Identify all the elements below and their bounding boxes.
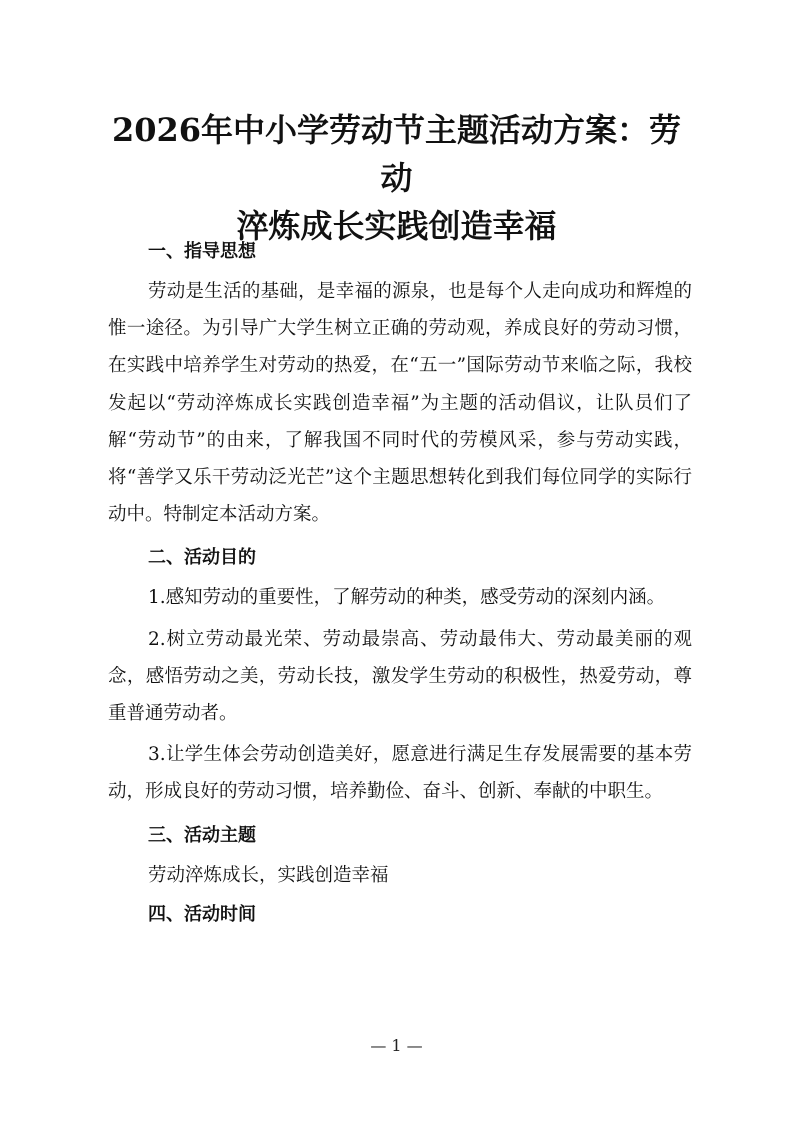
- paragraph-purpose-1: 1.感知劳动的重要性，了解劳动的种类，感受劳动的深刻内涵。: [148, 587, 666, 609]
- title-line-1: 2026年中小学劳动节主题活动方案：劳动: [111, 111, 682, 197]
- document-body: [108, 231, 692, 936]
- section-heading-guiding-ideology: 一、指导思想: [148, 241, 256, 262]
- section-heading-activity-purpose: 二、活动目的: [148, 547, 256, 569]
- paragraph-activity-theme: 劳动淬炼成长，实践创造幸福: [148, 864, 389, 886]
- paragraph-purpose-2: 2.树立劳动最光荣、劳动最崇高、劳动最伟大、劳动最美丽的观念，感悟劳动之美，劳动长技，激发学生劳动的积极性，热爱劳动，尊重普通劳动者。: [108, 628, 692, 725]
- document-title: [100, 106, 693, 250]
- title-line-2: 淬炼成长实践创造幸福: [236, 207, 557, 245]
- paragraph-purpose-3: 3.让学生体会劳动创造美好，愿意进行满足生存发展需要的基本劳动，形成良好的劳动习惯，培养勤俭、奋斗、创新、奉献的中职生。: [108, 744, 692, 803]
- paragraph-guiding-ideology: 劳动是生活的基础，是幸福的源泉，也是每个人走向成功和辉煌的惟一途径。为引导广大学生树立正确的劳动观，养成良好的劳动习惯，在实践中培养学生对劳动的热爱，在“五一”国际劳动节来临之际，我校发起以“劳动淬炼成长实践创造幸福”为主题的活动倡议，让队员们了解“劳动节”的由来，了解我国不同时代的劳模风采，参与劳动实践，将“善学又乐干劳动泛光芒”这个主题思想转化到我们每位同学的实际行动中。特制定本活动方案。: [108, 281, 692, 526]
- section-heading-activity-time: 四、活动时间: [148, 903, 256, 925]
- page-number: — 1 —: [370, 1036, 423, 1055]
- section-heading-activity-theme: 三、活动主题: [148, 824, 256, 846]
